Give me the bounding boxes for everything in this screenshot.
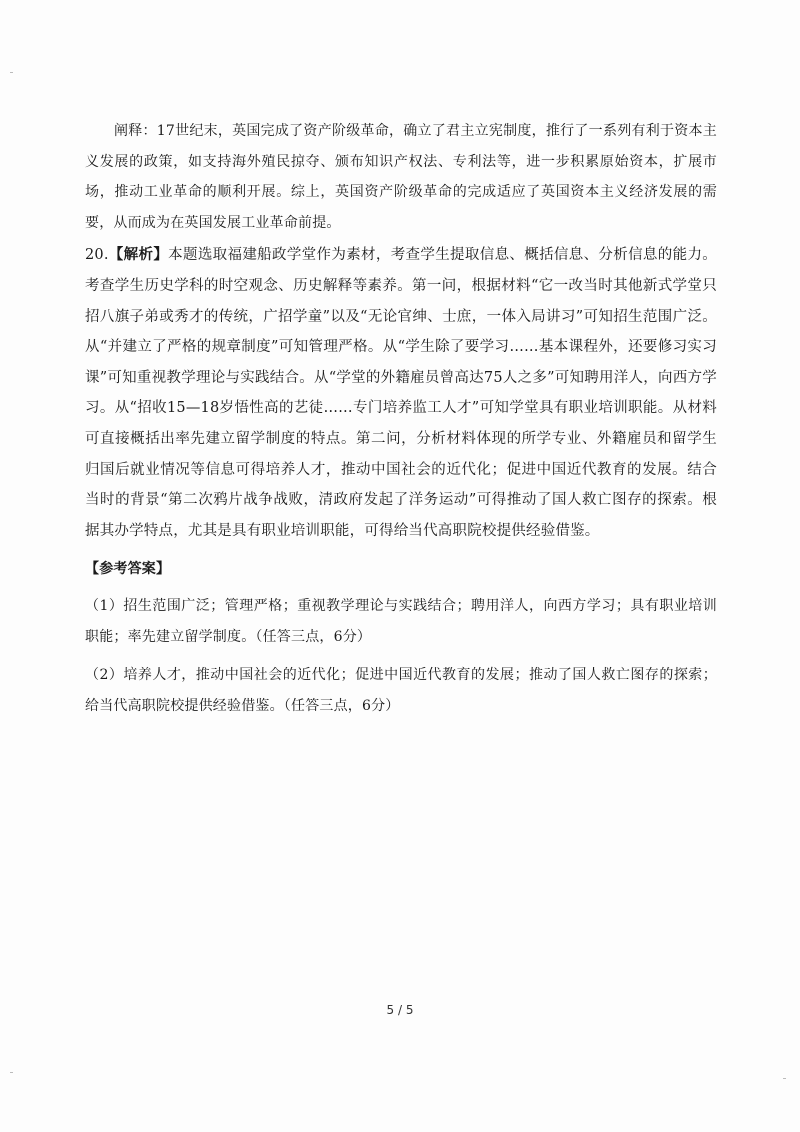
explanation-paragraph: 阐释：17世纪末，英国完成了资产阶级革命，确立了君主立宪制度，推行了一系列有利于资本主义发展的政策，如支持海外殖民掠夺、颁布知识产权法、专利法等，进一步积累原始资本，扩展市场，推动工业革命的顺利开展。综上，英国资产阶级革命的完成适应了英国资本主义经济发展的需要，从而成为在英国发展工业革命前提。 — [85, 123, 717, 231]
scan-artifact — [10, 72, 13, 73]
reference-answer-1: （1）招生范围广泛；管理严格；重视教学理论与实践结合；聘用洋人，向西方学习；具有职业培训职能；率先建立留学制度。（任答三点，6分） — [85, 597, 717, 645]
reference-answer-title: 【参考答案】 — [85, 561, 171, 578]
scan-artifact — [10, 1072, 13, 1073]
document-body — [85, 116, 717, 721]
question-number: 20. — [85, 247, 109, 264]
reference-answer-2: （2）培养人才，推动中国社会的近代化；促进中国近代教育的发展；推动了国人救亡图存的探索；给当代高职院校提供经验借鉴。（任答三点，6分） — [85, 667, 717, 714]
analysis-text: 本题选取福建船政学堂作为素材，考查学生提取信息、概括信息、分析信息的能力。考查学生历史学科的时空观念、历史解释等素养。第一问，根据材料“它一改当时其他新式学堂只招八旗子弟或秀才的传统，广招学童”以及“无论官绅、士庶，一体入局讲习”可知招生范围广泛。从“并建立了严格的规章制度”可知管理严格。从“学生除了要学习……基本课程外，还要修习实习课”可知重视教学理论与实践结合。从“学堂的外籍雇员曾高达75人之多”可知聘用洋人，向西方学习。从“招收15—18岁悟性高的艺徒……专门培养监工人才”可知学堂具有职业培训职能。从材料可直接概括出率先建立留学制度的特点。第二问，分析材料体现的所学专业、外籍雇员和留学生归国后就业情况等信息可得培养人才，推动中国社会的近代化；促进中国近代教育的发展。结合当时的背景“第二次鸦片战争战败，清政府发起了洋务运动”可得推动了国人救亡图存的探索。根据其办学特点，尤其是具有职业培训职能，可得给当代高职院校提供经验借鉴。 — [85, 247, 717, 539]
page-number: 5 / 5 — [386, 1003, 414, 1017]
scan-artifact — [783, 1078, 786, 1079]
analysis-paragraph — [85, 240, 717, 546]
analysis-tag: 【解析】 — [108, 246, 169, 264]
